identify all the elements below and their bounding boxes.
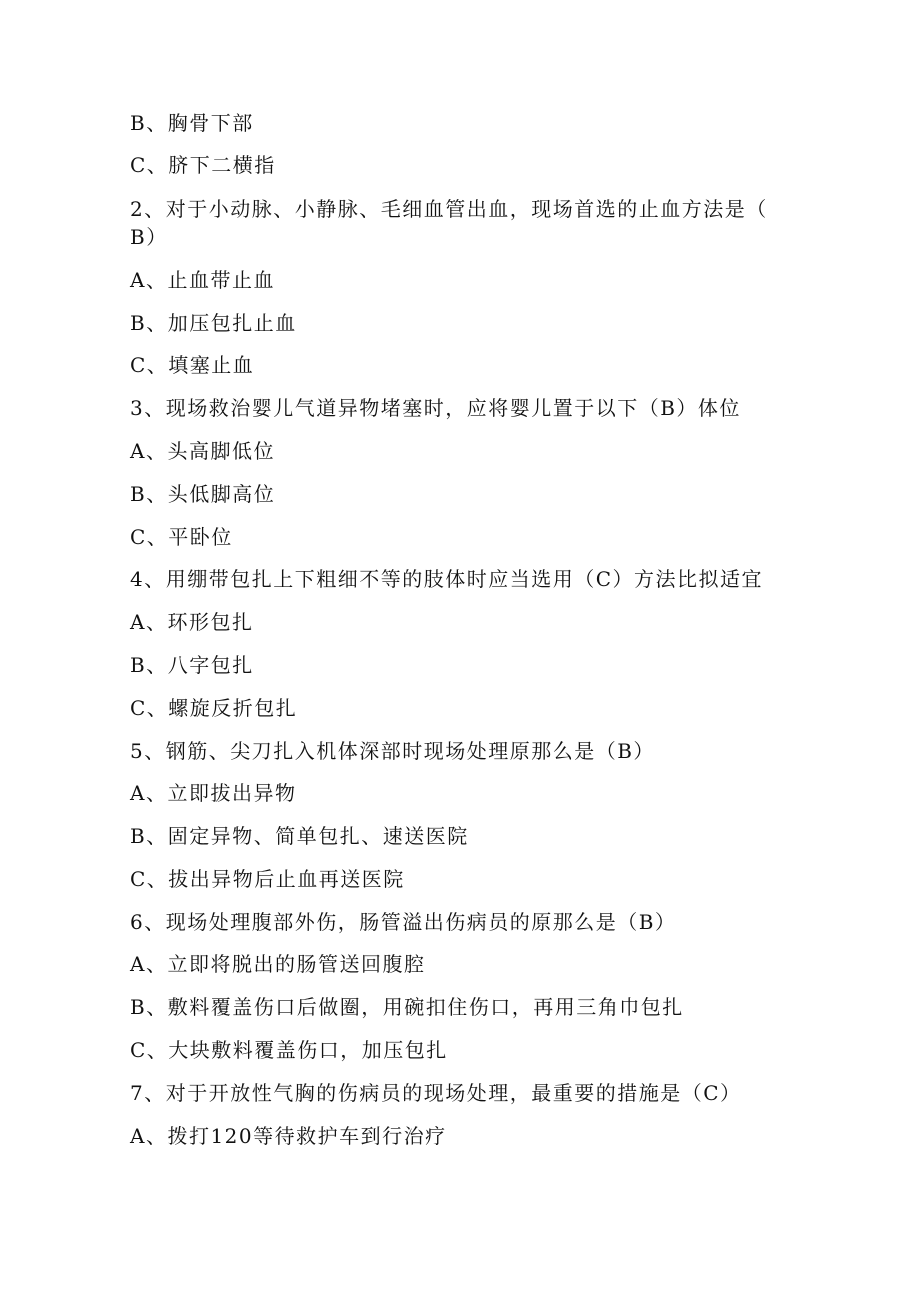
option-c-q5: C、拔出异物后止血再送医院 xyxy=(130,867,405,891)
option-a-q4: A、环形包扎 xyxy=(130,610,254,634)
option-b-q3: B、头低脚高位 xyxy=(130,482,276,506)
option-a-q5: A、立即拔出异物 xyxy=(130,781,297,805)
option-a-q2: A、止血带止血 xyxy=(130,268,275,292)
question-7: 7、对于开放性气胸的伤病员的现场处理，最重要的措施是（C） xyxy=(130,1081,742,1105)
option-b-q1: B、胸骨下部 xyxy=(130,111,254,135)
option-a-q6: A、立即将脱出的肠管送回腹腔 xyxy=(130,952,426,976)
option-b-q4: B、八字包扎 xyxy=(130,653,254,677)
option-b-q6: B、敷料覆盖伤口后做圈，用碗扣住伤口，再用三角巾包扎 xyxy=(130,995,684,1019)
question-5: 5、钢筋、尖刀扎入机体深部时现场处理原那么是（B） xyxy=(130,739,655,763)
question-4: 4、用绷带包扎上下粗细不等的肢体时应当选用（C）方法比拟适宜 xyxy=(130,567,764,591)
option-c-q3: C、平卧位 xyxy=(130,525,233,549)
option-b-q2: B、加压包扎止血 xyxy=(130,311,297,335)
option-b-q5: B、固定异物、简单包扎、速送医院 xyxy=(130,824,469,848)
option-c-q1: C、脐下二横指 xyxy=(130,153,276,177)
option-a-q7: A、拨打120等待救护车到行治疗 xyxy=(130,1124,447,1148)
question-2-answer: B） xyxy=(130,225,168,249)
question-6: 6、现场处理腹部外伤，肠管溢出伤病员的原那么是（B） xyxy=(130,910,677,934)
option-c-q4: C、螺旋反折包扎 xyxy=(130,696,298,720)
option-c-q2: C、填塞止血 xyxy=(130,353,255,377)
option-a-q3: A、头高脚低位 xyxy=(130,439,275,463)
question-3: 3、现场救治婴儿气道异物堵塞时，应将婴儿置于以下（B）体位 xyxy=(130,396,741,420)
question-2: 2、对于小动脉、小静脉、毛细血管出血，现场首选的止血方法是（ xyxy=(130,197,768,221)
option-c-q6: C、大块敷料覆盖伤口，加压包扎 xyxy=(130,1038,448,1062)
